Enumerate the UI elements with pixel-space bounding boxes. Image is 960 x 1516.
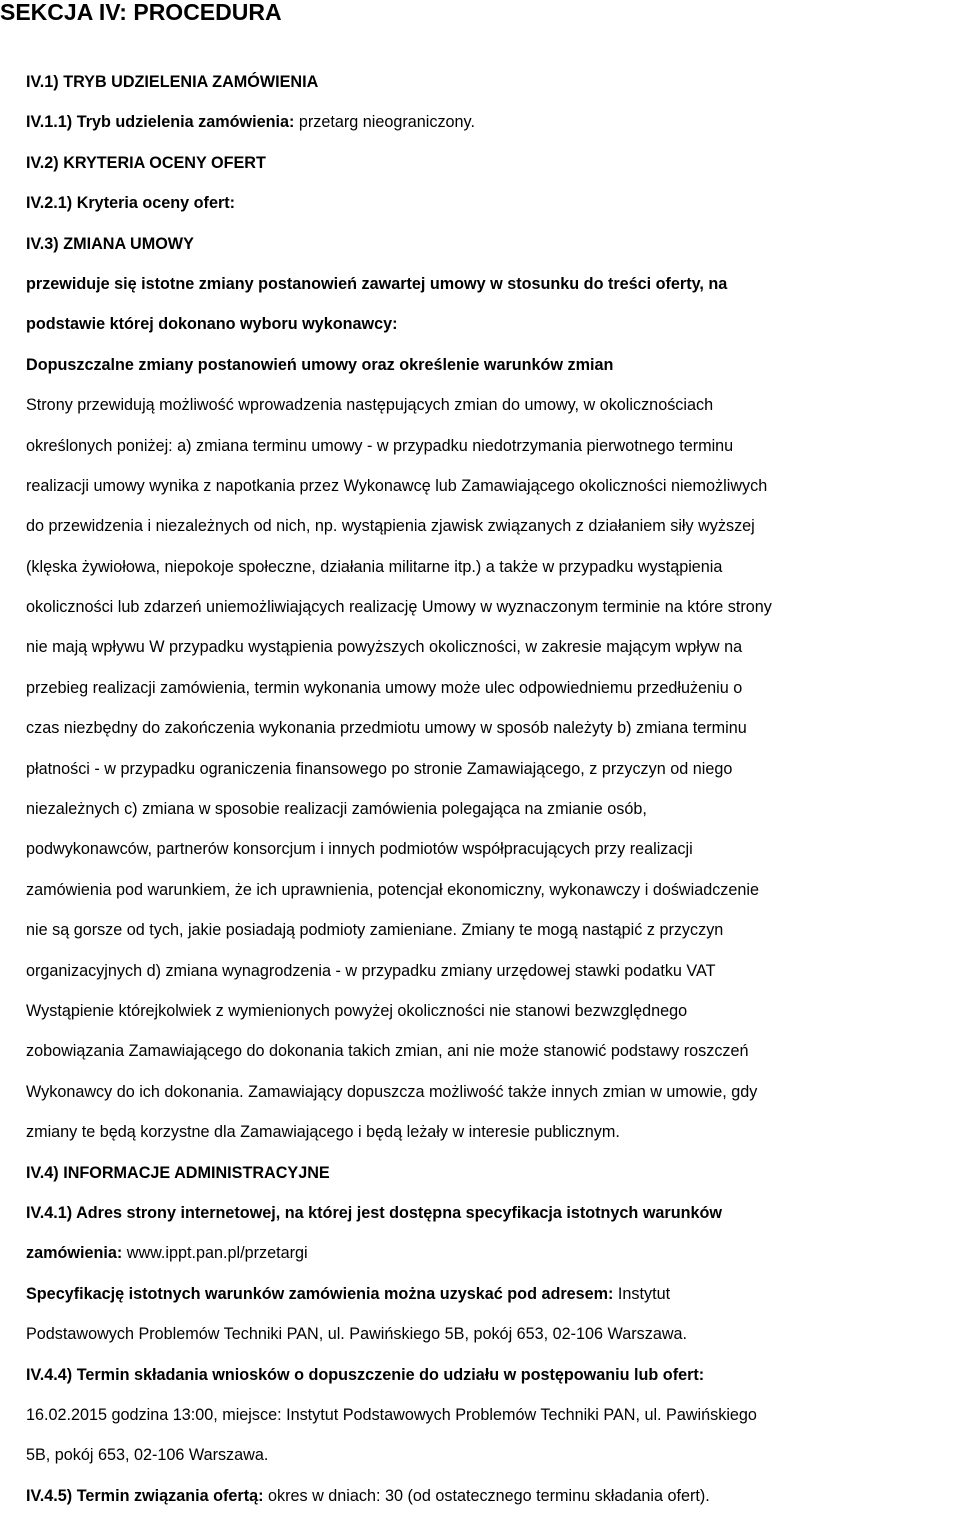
regular-text: przebieg realizacji zamówienia, termin wykonania umowy może ulec odpowiedniemu przedłużeniu o [26,678,743,697]
bold-text: IV.2.1) Kryteria oceny ofert: [26,194,236,213]
regular-text: organizacyjnych d) zmiana wynagrodzenia - w przypadku zmiany urzędowej stawki podatku VAT [26,961,716,980]
document-body [26,62,958,1516]
bold-text: zamówienia: [26,1244,123,1263]
regular-text: czas niezbędny do zakończenia wykonania przedmiotu umowy w sposób należyty b) zmiana terminu [26,719,747,738]
text-line [26,789,958,829]
regular-text: (klęska żywiołowa, niepokoje społeczne, działania militarne itp.) a także w przypadku wystąpienia [26,557,723,576]
bold-text: IV.1) TRYB UDZIELENIA ZAMÓWIENIA [26,73,319,91]
text-line [26,547,958,587]
text-line [26,1395,958,1435]
regular-text: zobowiązania Zamawiającego do dokonania takich zmian, ani nie może stanowić podstawy roszczeń [26,1042,749,1061]
regular-text: 5B, pokój 653, 02-106 Warszawa. [26,1446,269,1465]
text-line [26,304,958,344]
text-line [26,951,958,991]
text-line [26,708,958,748]
regular-text: do przewidzenia i niezależnych od nich, np. wystąpienia zjawisk związanych z działaniem siły wyższej [26,517,755,536]
regular-text: 16.02.2015 godzina 13:00, miejsce: Instytut Podstawowych Problemów Techniki PAN, ul. Pawińskiego [26,1405,757,1424]
text-line [26,426,958,466]
text-line [26,62,958,102]
text-line [26,1314,958,1354]
regular-text: niezależnych c) zmiana w sposobie realizacji zamówienia polegająca na zmianie osób, [26,800,647,819]
text-line [26,829,958,869]
section-title: SEKCJA IV: PROCEDURA [0,0,282,25]
regular-text: nie mają wpływu W przypadku wystąpienia powyższych okoliczności, w zakresie mającym wpływ na [26,638,743,657]
regular-text: okres w dniach: 30 (od ostatecznego terminu składania ofert). [263,1486,710,1505]
text-line [26,991,958,1031]
text-line [26,143,958,183]
text-line [26,345,958,385]
regular-text: zmiany te będą korzystne dla Zamawiającego i będą leżały w interesie publicznym. [26,1123,620,1142]
text-line [26,1031,958,1071]
regular-text: nie są gorsze od tych, jakie posiadają podmioty zamieniane. Zmiany te mogą nastąpić z przyczyn [26,921,724,940]
regular-text: Strony przewidują możliwość wprowadzenia następujących zmian do umowy, w okolicznościach [26,396,714,415]
bold-text: Specyfikację istotnych warunków zamówienia można uzyskać pod adresem: [26,1284,614,1303]
regular-text: realizacji umowy wynika z napotkania przez Wykonawcę lub Zamawiającego okoliczności niemożliwych [26,476,768,495]
text-line [26,1476,958,1516]
bold-text: IV.4.1) Adres strony internetowej, na której jest dostępna specyfikacja istotnych warunków [26,1203,722,1222]
bold-text: IV.4.4) Termin składania wniosków o dopuszczenie do udziału w postępowaniu lub ofert: [26,1365,705,1384]
text-line [26,1153,958,1193]
text-line [26,1274,958,1314]
regular-text: Wykonawcy do ich dokonania. Zamawiający dopuszcza możliwość także innych zmian w umowie, gdy [26,1082,758,1101]
bold-text: IV.4) INFORMACJE ADMINISTRACYJNE [26,1163,330,1182]
regular-text: Podstawowych Problemów Techniki PAN, ul. Pawińskiego 5B, pokój 653, 02-106 Warszawa. [26,1325,688,1344]
regular-text: płatności - w przypadku ograniczenia finansowego po stronie Zamawiającego, z przyczyn od niego [26,759,733,778]
text-line [26,1355,958,1395]
text-line [26,506,958,546]
text-line [26,627,958,667]
text-line [26,1193,958,1233]
regular-text: Instytut [613,1284,671,1303]
text-line [26,749,958,789]
text-line [26,1233,958,1273]
text-line [26,183,958,223]
text-line [26,587,958,627]
text-line [26,264,958,304]
text-line [26,224,958,264]
text-line [26,668,958,708]
bold-text: przewiduje się istotne zmiany postanowień zawartej umowy w stosunku do treści oferty, na [26,274,728,293]
bold-text: IV.3) ZMIANA UMOWY [26,234,194,253]
bold-text: IV.1.1) Tryb udzielenia zamówienia: [26,113,295,132]
text-line [26,1435,958,1475]
bold-text: podstawie której dokonano wyboru wykonawcy: [26,315,398,334]
bold-text: Dopuszczalne zmiany postanowień umowy oraz określenie warunków zmian [26,355,614,374]
regular-text: Wystąpienie którejkolwiek z wymienionych powyżej okoliczności nie stanowi bezwzględnego [26,1001,688,1020]
text-line [26,385,958,425]
text-line [26,870,958,910]
text-line [26,1112,958,1152]
text-line [26,910,958,950]
regular-text: zamówienia pod warunkiem, że ich uprawnienia, potencjał ekonomiczny, wykonawczy i doświadczenie [26,880,759,899]
regular-text: podwykonawców, partnerów konsorcjum i innych podmiotów współpracujących przy realizacji [26,840,693,859]
text-line [26,102,958,142]
text-line [26,466,958,506]
regular-text: okoliczności lub zdarzeń uniemożliwiających realizację Umowy w wyznaczonym terminie na które strony [26,598,772,617]
bold-text: IV.4.5) Termin związania ofertą: [26,1486,264,1505]
text-line [26,1072,958,1112]
regular-text: określonych poniżej: a) zmiana terminu umowy - w przypadku niedotrzymania pierwotnego terminu [26,436,734,455]
regular-text: www.ippt.pan.pl/przetargi [122,1244,308,1263]
regular-text: przetarg nieograniczony. [294,113,475,132]
bold-text: IV.2) KRYTERIA OCENY OFERT [26,153,266,172]
